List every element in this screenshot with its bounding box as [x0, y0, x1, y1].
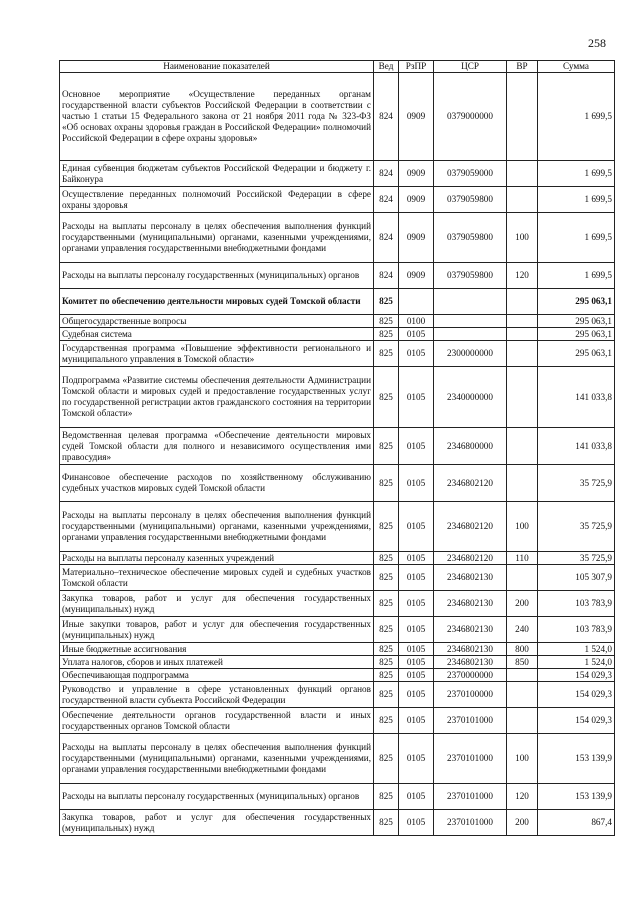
- row-rzpr: [399, 289, 434, 315]
- table-body: [60, 73, 615, 836]
- row-csr: 2370100000: [434, 682, 507, 708]
- row-vr: 240: [507, 617, 538, 643]
- table-row: [60, 213, 615, 263]
- row-name: Закупка товаров, работ и услуг для обеспечения государственных (муниципальных) нужд: [60, 810, 374, 836]
- row-sum: 1 524,0: [538, 656, 615, 669]
- table-row: [60, 315, 615, 328]
- row-vr: [507, 187, 538, 213]
- row-csr: 2370000000: [434, 669, 507, 682]
- row-rzpr: 0105: [399, 669, 434, 682]
- row-vr: [507, 315, 538, 328]
- row-name: Осуществление переданных полномочий Российской Федерации в сфере охраны здоровья: [60, 187, 374, 213]
- row-name: Закупка товаров, работ и услуг для обеспечения государственных (муниципальных) нужд: [60, 591, 374, 617]
- row-csr: 2370101000: [434, 784, 507, 810]
- row-csr: 2346802130: [434, 617, 507, 643]
- row-vr: 100: [507, 213, 538, 263]
- row-vr: 100: [507, 734, 538, 784]
- row-name: Расходы на выплаты персоналу в целях обеспечения выполнения функций государственными (муниципальными) органами, казенными учреждениями, органами управления государственными внебюджетными фондами: [60, 502, 374, 552]
- table-row: [60, 708, 615, 734]
- table-row: [60, 367, 615, 428]
- row-name: Комитет по обеспечению деятельности мировых судей Томской области: [60, 289, 374, 315]
- row-sum: 1 699,5: [538, 263, 615, 289]
- row-name: Основное мероприятие «Осуществление переданных органам государственной власти субъектов Российской Федерации в соответствии с частью 1 статьи 15 Федерального закона от 21 ноября 2011 года № 323-ФЗ «Об основах охраны здоровья граждан в Российской Федерации» полномочий Российской Федерации в сфере охраны здоровья»: [60, 73, 374, 161]
- table-row: [60, 161, 615, 187]
- row-vr: [507, 565, 538, 591]
- table-row: [60, 784, 615, 810]
- row-vr: [507, 669, 538, 682]
- row-ved: 825: [374, 617, 399, 643]
- row-ved: 825: [374, 708, 399, 734]
- row-sum: 35 725,9: [538, 552, 615, 565]
- table-row: [60, 428, 615, 465]
- row-rzpr: 0909: [399, 187, 434, 213]
- row-name: Материально–техническое обеспечение мировых судей и судебных участков Томской области: [60, 565, 374, 591]
- row-ved: 825: [374, 341, 399, 367]
- row-ved: 825: [374, 682, 399, 708]
- row-sum: 295 063,1: [538, 315, 615, 328]
- row-rzpr: 0105: [399, 367, 434, 428]
- row-ved: 825: [374, 591, 399, 617]
- row-csr: 2346802130: [434, 591, 507, 617]
- row-vr: [507, 289, 538, 315]
- row-csr: 2370101000: [434, 708, 507, 734]
- row-name: Общегосударственные вопросы: [60, 315, 374, 328]
- row-ved: 825: [374, 656, 399, 669]
- row-rzpr: 0909: [399, 263, 434, 289]
- row-vr: [507, 341, 538, 367]
- row-ved: 825: [374, 328, 399, 341]
- row-name: Ведомственная целевая программа «Обеспечение деятельности мировых судей Томской области для полного и независимого осуществления ими правосудия»: [60, 428, 374, 465]
- row-rzpr: 0105: [399, 565, 434, 591]
- row-sum: 1 524,0: [538, 643, 615, 656]
- row-rzpr: 0105: [399, 328, 434, 341]
- row-vr: [507, 367, 538, 428]
- row-ved: 825: [374, 734, 399, 784]
- row-rzpr: 0909: [399, 213, 434, 263]
- row-vr: [507, 428, 538, 465]
- row-name: Финансовое обеспечение расходов по хозяйственному обслуживанию судебных участков мировых судей Томской области: [60, 465, 374, 502]
- row-csr: 0379000000: [434, 73, 507, 161]
- row-name: Расходы на выплаты персоналу в целях обеспечения выполнения функций государственными (муниципальными) органами, казенными учреждениями, органами управления государственными внебюджетными фондами: [60, 213, 374, 263]
- row-ved: 825: [374, 502, 399, 552]
- row-name: Руководство и управление в сфере установленных функций органов государственной власти субъекта Российской Федерации: [60, 682, 374, 708]
- row-sum: 103 783,9: [538, 591, 615, 617]
- row-csr: [434, 328, 507, 341]
- row-name: Иные бюджетные ассигнования: [60, 643, 374, 656]
- header-sum: Сумма: [538, 61, 615, 73]
- row-sum: 867,4: [538, 810, 615, 836]
- row-rzpr: 0105: [399, 810, 434, 836]
- row-rzpr: 0105: [399, 617, 434, 643]
- header-csr: ЦСР: [434, 61, 507, 73]
- table-row: [60, 669, 615, 682]
- row-name: Расходы на выплаты персоналу казенных учреждений: [60, 552, 374, 565]
- row-name: Расходы на выплаты персоналу в целях обеспечения выполнения функций государственными (муниципальными) органами, казенными учреждениями, органами управления государственными внебюджетными фондами: [60, 734, 374, 784]
- row-vr: [507, 682, 538, 708]
- row-csr: 2370101000: [434, 810, 507, 836]
- row-name: Обеспечение деятельности органов государственной власти и иных государственных органов Томской области: [60, 708, 374, 734]
- row-ved: 824: [374, 263, 399, 289]
- row-ved: 825: [374, 643, 399, 656]
- row-csr: 2346802130: [434, 565, 507, 591]
- row-csr: 2346802130: [434, 656, 507, 669]
- row-name: Государственная программа «Повышение эффективности регионального и муниципального управления в Томской области»: [60, 341, 374, 367]
- row-ved: 825: [374, 552, 399, 565]
- table-row: [60, 591, 615, 617]
- row-csr: 2346802120: [434, 465, 507, 502]
- table-row: [60, 734, 615, 784]
- row-rzpr: 0105: [399, 341, 434, 367]
- row-rzpr: 0105: [399, 656, 434, 669]
- table-row: [60, 289, 615, 315]
- row-rzpr: 0105: [399, 734, 434, 784]
- row-ved: 825: [374, 810, 399, 836]
- table-row: [60, 656, 615, 669]
- row-name: Расходы на выплаты персоналу государственных (муниципальных) органов: [60, 784, 374, 810]
- row-name: Расходы на выплаты персоналу государственных (муниципальных) органов: [60, 263, 374, 289]
- row-sum: 1 699,5: [538, 161, 615, 187]
- table-row: [60, 565, 615, 591]
- row-vr: [507, 465, 538, 502]
- row-sum: 103 783,9: [538, 617, 615, 643]
- row-name: Иные закупки товаров, работ и услуг для обеспечения государственных (муниципальных) нужд: [60, 617, 374, 643]
- table-row: [60, 810, 615, 836]
- row-ved: 825: [374, 784, 399, 810]
- row-rzpr: 0100: [399, 315, 434, 328]
- row-vr: 120: [507, 263, 538, 289]
- row-csr: [434, 289, 507, 315]
- row-csr: 2346800000: [434, 428, 507, 465]
- header-ved: Вед: [374, 61, 399, 73]
- header-rzpr: РзПР: [399, 61, 434, 73]
- row-csr: 2346802120: [434, 502, 507, 552]
- row-name: Уплата налогов, сборов и иных платежей: [60, 656, 374, 669]
- row-rzpr: 0105: [399, 591, 434, 617]
- budget-table: [59, 60, 615, 836]
- table-row: [60, 617, 615, 643]
- row-vr: 110: [507, 552, 538, 565]
- row-ved: 825: [374, 565, 399, 591]
- row-sum: 141 033,8: [538, 367, 615, 428]
- row-sum: 295 063,1: [538, 328, 615, 341]
- row-ved: 824: [374, 161, 399, 187]
- row-ved: 825: [374, 669, 399, 682]
- row-sum: 295 063,1: [538, 289, 615, 315]
- row-vr: 200: [507, 591, 538, 617]
- row-ved: 825: [374, 465, 399, 502]
- row-sum: 105 307,9: [538, 565, 615, 591]
- row-ved: 824: [374, 213, 399, 263]
- row-sum: 1 699,5: [538, 213, 615, 263]
- row-rzpr: 0909: [399, 161, 434, 187]
- row-csr: 0379059800: [434, 213, 507, 263]
- row-name: Судебная система: [60, 328, 374, 341]
- row-ved: 825: [374, 428, 399, 465]
- row-vr: [507, 328, 538, 341]
- row-sum: 154 029,3: [538, 682, 615, 708]
- row-vr: [507, 73, 538, 161]
- row-sum: 35 725,9: [538, 465, 615, 502]
- row-csr: 2346802130: [434, 643, 507, 656]
- table-row: [60, 502, 615, 552]
- row-sum: 35 725,9: [538, 502, 615, 552]
- row-ved: 824: [374, 73, 399, 161]
- row-csr: [434, 315, 507, 328]
- table-row: [60, 465, 615, 502]
- table-row: [60, 187, 615, 213]
- row-sum: 153 139,9: [538, 784, 615, 810]
- row-name: Подпрограмма «Развитие системы обеспечения деятельности Администрации Томской области и мировых судей и предоставление государственных услуг по государственной регистрации актов гражданского состояния на территории Томской области»: [60, 367, 374, 428]
- row-vr: 200: [507, 810, 538, 836]
- table-row: [60, 552, 615, 565]
- table-row: [60, 341, 615, 367]
- row-csr: 2340000000: [434, 367, 507, 428]
- row-rzpr: 0105: [399, 502, 434, 552]
- row-vr: [507, 161, 538, 187]
- row-ved: 825: [374, 315, 399, 328]
- row-vr: 800: [507, 643, 538, 656]
- row-sum: 295 063,1: [538, 341, 615, 367]
- row-ved: 825: [374, 367, 399, 428]
- row-csr: 2346802120: [434, 552, 507, 565]
- row-rzpr: 0909: [399, 73, 434, 161]
- table-row: [60, 73, 615, 161]
- row-name: Единая субвенция бюджетам субъектов Российской Федерации и бюджету г. Байконура: [60, 161, 374, 187]
- row-vr: 120: [507, 784, 538, 810]
- row-sum: 141 033,8: [538, 428, 615, 465]
- header-name: Наименование показателей: [60, 61, 374, 73]
- row-csr: 2370101000: [434, 734, 507, 784]
- table-header-row: [60, 61, 615, 73]
- row-sum: 153 139,9: [538, 734, 615, 784]
- row-csr: 0379059800: [434, 263, 507, 289]
- row-rzpr: 0105: [399, 465, 434, 502]
- row-ved: 824: [374, 187, 399, 213]
- row-sum: 1 699,5: [538, 73, 615, 161]
- table-row: [60, 328, 615, 341]
- table-row: [60, 682, 615, 708]
- header-vr: ВР: [507, 61, 538, 73]
- row-rzpr: 0105: [399, 643, 434, 656]
- row-csr: 0379059000: [434, 161, 507, 187]
- row-vr: 850: [507, 656, 538, 669]
- table-row: [60, 643, 615, 656]
- row-rzpr: 0105: [399, 552, 434, 565]
- row-rzpr: 0105: [399, 682, 434, 708]
- row-rzpr: 0105: [399, 784, 434, 810]
- row-sum: 1 699,5: [538, 187, 615, 213]
- row-rzpr: 0105: [399, 708, 434, 734]
- row-ved: 825: [374, 289, 399, 315]
- row-csr: 0379059800: [434, 187, 507, 213]
- row-sum: 154 029,3: [538, 708, 615, 734]
- row-rzpr: 0105: [399, 428, 434, 465]
- row-csr: 2300000000: [434, 341, 507, 367]
- table-row: [60, 263, 615, 289]
- page-number: 258: [588, 36, 606, 50]
- row-vr: 100: [507, 502, 538, 552]
- row-vr: [507, 708, 538, 734]
- row-name: Обеспечивающая подпрограмма: [60, 669, 374, 682]
- row-sum: 154 029,3: [538, 669, 615, 682]
